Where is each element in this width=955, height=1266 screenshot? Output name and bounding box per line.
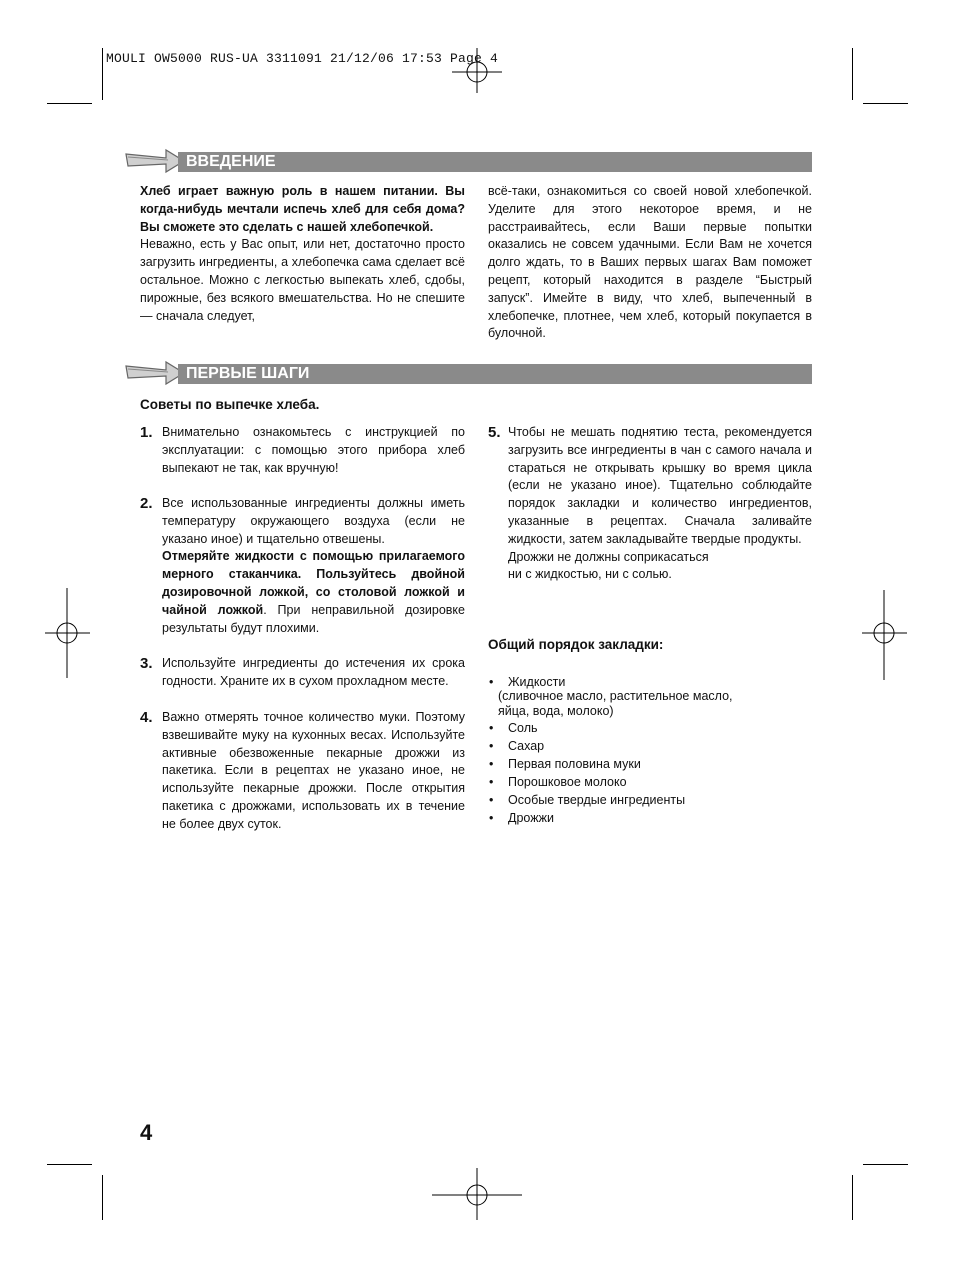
section-bar-intro <box>178 152 812 172</box>
order-heading: Общий порядок закладки: <box>488 637 664 652</box>
page-number: 4 <box>140 1120 153 1145</box>
list-item: • Особые твердые ингредиенты <box>488 791 808 809</box>
crop-mark <box>863 103 908 104</box>
tips-heading: Советы по выпечке хлеба. <box>140 397 320 412</box>
intro-left-text: Неважно, есть у Вас опыт, или нет, достаточно просто загрузить ингредиенты, а хлебопечка сама сделает всё остальное. Можно с легкостью выпекать хлеб, сдобы, пирожные, без всякого вмешательства. Но не спешите — сначала следует, <box>140 237 465 323</box>
list-item: • Сахар <box>488 737 808 755</box>
item-number: 5. <box>488 424 501 441</box>
registration-mark-right <box>862 590 907 680</box>
item-text: Важно отмерять точное количество муки. Поэтому взвешивайте муку на кухонных весах. Используйте активные обезвоженные пекарные дрожжи из пакетика. Если в рецептах не указано иное, не используйте пекарные дрожжи. После открытия пакетика с дрожжами, использовать их в течение не более двух суток. <box>162 710 465 831</box>
list-item: • Жидкости <box>488 673 808 691</box>
intro-left-column <box>140 183 465 325</box>
item-bold-text: Отмеряйте жидкости с помощью прилагаемого мерного стаканчика. Пользуйтесь двойной дозировочной ложкой, со столовой ложкой и чайной ложкой <box>162 549 465 617</box>
list-item: • Соль <box>488 719 808 737</box>
crop-mark <box>102 1175 103 1220</box>
registration-mark-left <box>45 588 90 678</box>
section-arrow-icon <box>124 356 186 390</box>
item-text-line: ни с жидкостью, ни с солью. <box>508 567 672 582</box>
item-text-line: Дрожжи не должны соприкасаться <box>508 549 709 564</box>
crop-mark <box>47 1164 92 1165</box>
crop-mark <box>102 48 103 100</box>
list-item: • Дрожжи <box>488 809 808 827</box>
liquids-note <box>498 689 733 718</box>
crop-mark <box>852 48 853 100</box>
item-tail-text: . При неправильной дозировке результаты будут плохими. <box>162 602 465 635</box>
list-item: • Порошковое молоко <box>488 773 808 791</box>
item-text: Внимательно ознакомьтесь с инструкцией по эксплуатации: с помощью этого прибора хлеб выпекают не так, как вручную! <box>162 425 465 475</box>
item-text-group <box>508 424 812 584</box>
crop-mark <box>47 103 92 104</box>
section-arrow-icon <box>124 144 186 178</box>
item-text: Чтобы не мешать поднятию теста, рекомендуется загрузить все ингредиенты в чан с самого начала и стараться не открывать крышку во время цикла (если не указано иное). Тщательно соблюдайте порядок закладки и количество ингредиентов, указанные в рецептах. Сначала заливайте жидкости, затем закладывайте твердые продукты. <box>508 425 812 546</box>
item-number: 3. <box>140 655 153 672</box>
section-title-first-steps: ПЕРВЫЕ ШАГИ <box>186 365 310 382</box>
item-text: Все использованные ингредиенты должны иметь температуру окружающего воздуха (если не указано иное) и тщательно отвешены. <box>162 496 465 546</box>
item-number: 2. <box>140 495 153 512</box>
order-list-continued <box>488 719 808 827</box>
crop-mark <box>852 1175 853 1220</box>
item-text-group <box>162 495 465 637</box>
crop-mark <box>863 1164 908 1165</box>
print-header: MOULI OW5000 RUS-UA 3311091 21/12/06 17:53 Page 4 <box>106 51 499 66</box>
liquids-note-line: яйца, вода, молоко) <box>498 703 614 718</box>
item-number: 4. <box>140 709 153 726</box>
liquids-note-line: (сливочное масло, растительное масло, <box>498 689 733 703</box>
intro-right-text: всё-таки, ознакомиться со своей новой хлебопечкой. Уделите для этого некоторое время, и не расстраивайтесь, если Ваши первые попытки оказались не совсем удачными. Если Вам не хочется долго ждать, то в Ваших первых шагах Вам поможет рецепт, который находится в разделе “Быстрый запуск”. Имейте в виду, что хлеб, выпеченный в хлебопечке, плотнее, чем хлеб, который покупается в булочной. <box>488 184 812 341</box>
item-text: Используйте ингредиенты до истечения их срока годности. Храните их в сухом прохладном месте. <box>162 656 465 688</box>
section-bar-first-steps <box>178 364 812 384</box>
section-title-intro: ВВЕДЕНИЕ <box>186 153 276 170</box>
item-number: 1. <box>140 424 153 441</box>
registration-mark-bottom <box>432 1168 522 1220</box>
intro-lead: Хлеб играет важную роль в нашем питании. Вы когда-нибудь мечтали испечь хлеб для себя дома? Вы сможете это сделать с нашей хлебопечкой. <box>140 184 465 234</box>
intro-right-column <box>488 183 812 343</box>
list-item: • Первая половина муки <box>488 755 808 773</box>
